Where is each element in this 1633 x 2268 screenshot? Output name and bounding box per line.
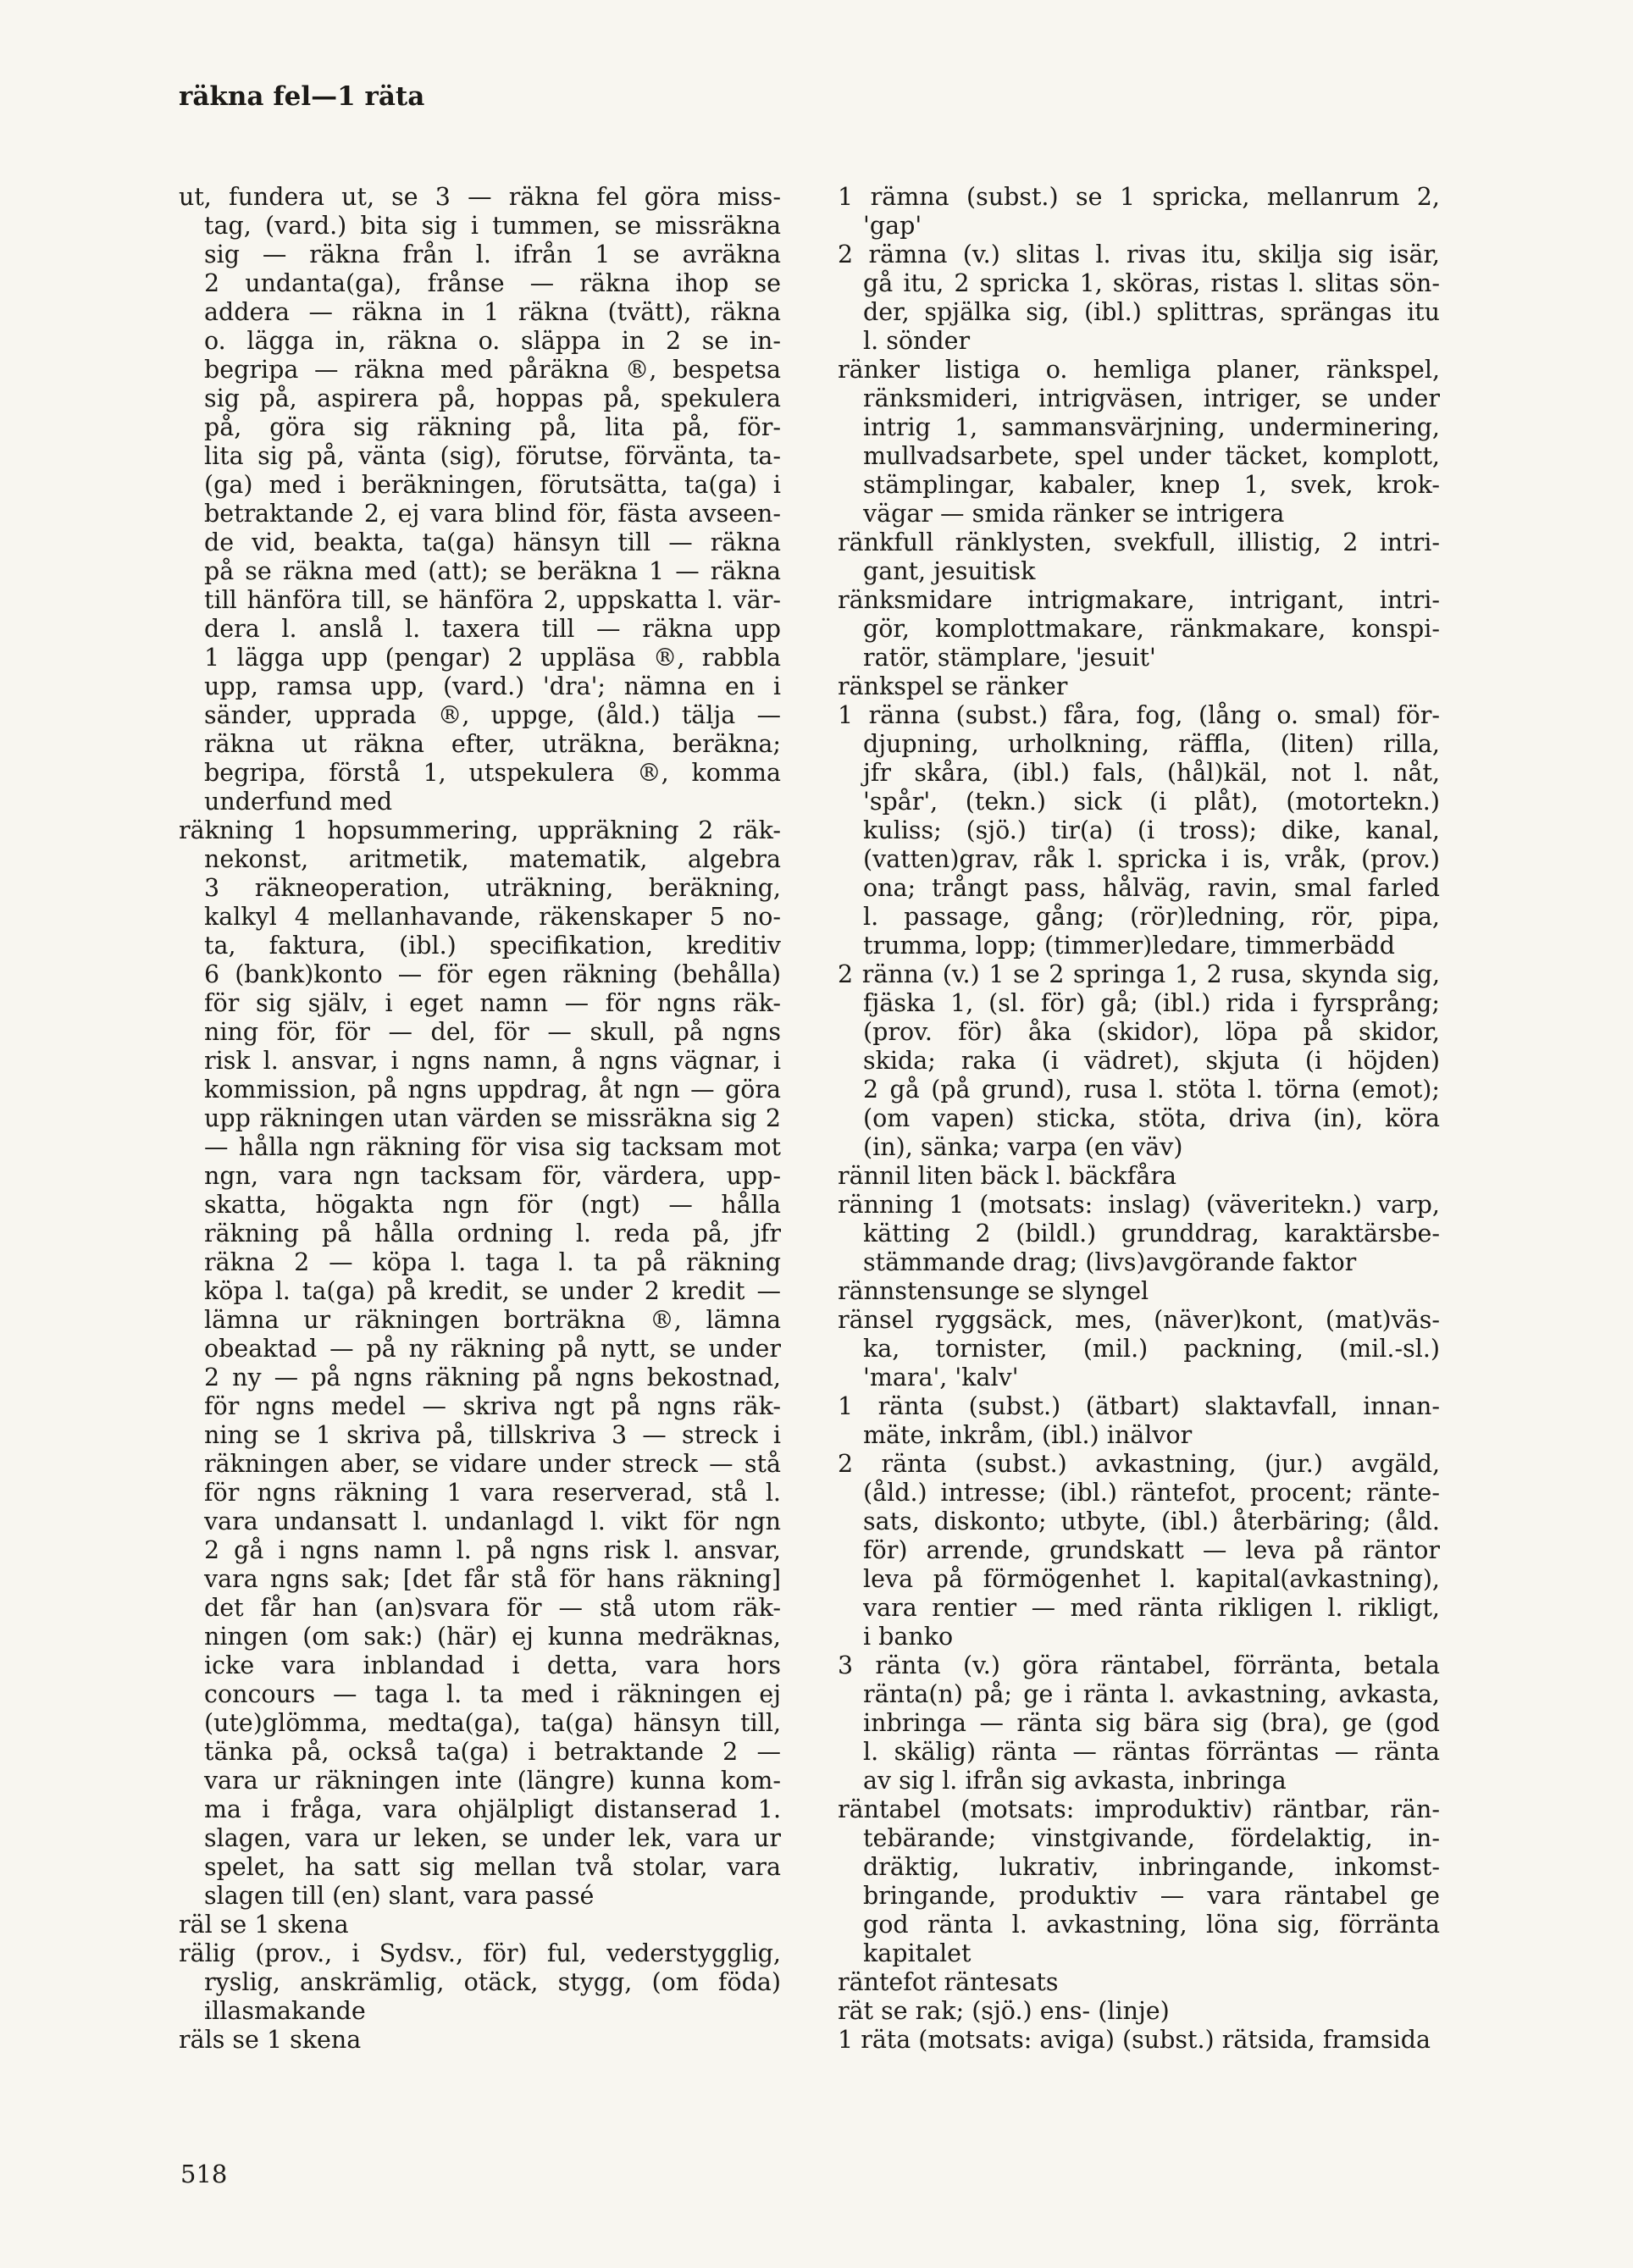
text-line: begripa — räkna med påräkna ®, bespetsa — [204, 356, 781, 384]
text-line: ka, tornister, (mil.) packning, (mil.-sl.) — [863, 1335, 1440, 1363]
text-line: ränksmideri, intrigväsen, intriger, se under — [863, 384, 1440, 412]
text-line: (prov. för) åka (skidor), löpa på skidor, — [863, 1018, 1440, 1046]
text-line: slagen, vara ur leken, se under lek, vara ur — [204, 1824, 781, 1852]
text-line: trumma, lopp; (timmer)ledare, timmerbädd — [863, 932, 1396, 960]
text-line: 'spår', (tekn.) sick (i plåt), (motortekn.) — [863, 788, 1440, 816]
text-line: gör, komplottmakare, ränkmakare, konspi- — [863, 615, 1440, 643]
text-line: kuliss; (sjö.) tir(a) (i tross); dike, kanal, — [863, 816, 1440, 844]
text-line: de vid, beakta, ta(ga) hänsyn till — räkna — [204, 528, 781, 556]
text-line: jfr skåra, (ibl.) fals, (hål)käl, not l. nåt, — [863, 759, 1440, 787]
text-line: 'mara', 'kalv' — [863, 1364, 1019, 1391]
text-line: obeaktad — på ny räkning på nytt, se under — [204, 1335, 781, 1363]
text-line: räntefot räntesats — [838, 1968, 1059, 1996]
text-line: 6 (bank)konto — för egen räkning (behålla) — [204, 960, 781, 988]
text-line: (in), sänka; varpa (en väv) — [863, 1133, 1183, 1161]
text-line: tag, (vard.) bita sig i tummen, se missräkna — [204, 212, 781, 240]
text-line: (ga) med i beräkningen, förutsätta, ta(ga) i — [204, 471, 781, 499]
text-line: fjäska 1, (sl. för) gå; (ibl.) rida i fyrsprång; — [863, 989, 1440, 1017]
text-line: sänder, upprada ®, uppge, (åld.) tälja — — [204, 701, 781, 729]
text-line: dräktig, lukrativ, inbringande, inkomst- — [863, 1853, 1440, 1881]
text-line: rännstensunge se slyngel — [838, 1277, 1149, 1305]
text-line: i banko — [863, 1623, 954, 1651]
text-line: räls se 1 skena — [179, 2026, 362, 2054]
text-line: 3 ränta (v.) göra räntabel, förränta, betala — [838, 1651, 1440, 1679]
text-line: skida; raka (i vädret), skjuta (i höjden) — [863, 1047, 1440, 1075]
text-line: o. lägga in, räkna o. släppa in 2 se in- — [204, 327, 781, 355]
text-line: tänka på, också ta(ga) i betraktande 2 — — [204, 1738, 781, 1766]
text-line: rälig (prov., i Sydsv., för) ful, vederstygglig, — [179, 1939, 781, 1967]
text-line: ränker listiga o. hemliga planer, ränkspel, — [838, 356, 1440, 384]
text-line: underfund med — [204, 788, 393, 816]
left-column — [179, 183, 781, 2055]
text-line: ränning 1 (motsats: inslag) (väveritekn.) varp, — [838, 1191, 1440, 1219]
text-line: lita sig på, vänta (sig), förutse, förvänta, ta- — [204, 442, 781, 470]
text-line: icke vara inblandad i detta, vara hors — [204, 1651, 781, 1679]
text-line: ta, faktura, (ibl.) specifikation, kreditiv — [204, 932, 781, 960]
text-line: gant, jesuitisk — [863, 557, 1036, 585]
text-line: gå itu, 2 spricka 1, sköras, ristas l. slitas sön- — [863, 269, 1440, 297]
text-line: rännil liten bäck l. bäckfåra — [838, 1162, 1176, 1190]
text-line: 1 räta (motsats: aviga) (subst.) rätsida, framsida — [838, 2026, 1431, 2054]
text-line: nekonst, aritmetik, matematik, algebra — [204, 845, 781, 873]
text-line: 3 räkneoperation, uträkning, beräkning, — [204, 874, 781, 902]
text-line: ona; trångt pass, hålväg, ravin, smal farled — [863, 874, 1440, 902]
text-line: addera — räkna in 1 räkna (tvätt), räkna — [204, 298, 781, 326]
text-line: intrig 1, sammansvärjning, underminering, — [863, 413, 1440, 441]
text-line: räntabel (motsats: improduktiv) räntbar, rän- — [838, 1795, 1440, 1823]
text-line: ngn, vara ngn tacksam för, värdera, upp- — [204, 1162, 781, 1190]
text-line: (om vapen) sticka, stöta, driva (in), köra — [863, 1104, 1440, 1132]
text-line: upp, ramsa upp, (vard.) 'dra'; nämna en i — [204, 672, 781, 700]
text-line: concours — taga l. ta med i räkningen ej — [204, 1680, 781, 1708]
text-line: av sig l. ifrån sig avkasta, inbringa — [863, 1767, 1287, 1795]
right-column — [838, 183, 1440, 2055]
text-line: räkning 1 hopsummering, uppräkning 2 räk- — [179, 816, 781, 844]
text-line: ning för, för — del, för — skull, på ngns — [204, 1018, 781, 1046]
text-line: 1 rämna (subst.) se 1 spricka, mellanrum 2, — [838, 183, 1440, 211]
text-line: räkna ut räkna efter, uträkna, beräkna; — [204, 730, 781, 758]
text-line: kalkyl 4 mellanhavande, räkenskaper 5 no- — [204, 903, 781, 931]
text-line: dera l. anslå l. taxera till — räkna upp — [204, 615, 781, 643]
text-line: 2 ränta (subst.) avkastning, (jur.) avgäld, — [838, 1450, 1440, 1478]
text-line: ränta(n) på; ge i ränta l. avkastning, avkasta, — [863, 1680, 1440, 1708]
text-line: rät se rak; (sjö.) ens- (linje) — [838, 1997, 1170, 2025]
text-line: vara ur räkningen inte (längre) kunna kom- — [204, 1767, 781, 1795]
text-line: 'gap' — [863, 212, 922, 240]
running-head: räkna fel—1 räta — [179, 81, 425, 112]
text-line: 1 ränta (subst.) (ätbart) slaktavfall, innan- — [838, 1392, 1440, 1420]
text-line: stämplingar, kabaler, knep 1, svek, krok- — [863, 471, 1440, 499]
text-line: l. passage, gång; (rör)ledning, rör, pipa, — [863, 903, 1440, 931]
text-line: 2 ränna (v.) 1 se 2 springa 1, 2 rusa, skynda sig, — [838, 960, 1440, 988]
text-line: illasmakande — [204, 1997, 366, 2025]
text-line: sig — räkna från l. ifrån 1 se avräkna — [204, 241, 781, 268]
text-line: l. sönder — [863, 327, 971, 355]
text-line: vara rentier — med ränta rikligen l. rikligt, — [863, 1594, 1440, 1622]
text-line: sats, diskonto; utbyte, (ibl.) återbäring; (åld. — [863, 1507, 1440, 1535]
text-line: ut, fundera ut, se 3 — räkna fel göra miss- — [179, 183, 781, 211]
text-line: 2 gå (på grund), rusa l. stöta l. törna (emot); — [863, 1076, 1440, 1104]
text-line: — hålla ngn räkning för visa sig tacksam mot — [204, 1133, 781, 1161]
text-line: köpa l. ta(ga) på kredit, se under 2 kredit — — [204, 1277, 781, 1305]
text-line: 2 rämna (v.) slitas l. rivas itu, skilja sig isär, — [838, 241, 1440, 268]
text-line: leva på förmögenhet l. kapital(avkastning), — [863, 1565, 1440, 1593]
text-line: 1 ränna (subst.) fåra, fog, (lång o. smal) för- — [838, 701, 1440, 729]
text-line: till hänföra till, se hänföra 2, uppskatta l. vär- — [204, 586, 781, 614]
text-line: ratör, stämplare, 'jesuit' — [863, 644, 1156, 672]
text-line: risk l. ansvar, i ngns namn, å ngns vägnar, i — [204, 1047, 781, 1075]
text-line: räkning på hålla ordning l. reda på, jfr — [204, 1220, 781, 1247]
text-line: tebärande; vinstgivande, fördelaktig, in- — [863, 1824, 1440, 1852]
text-line: (ute)glömma, medta(ga), ta(ga) hänsyn till, — [204, 1709, 781, 1737]
text-line: för ngns medel — skriva ngt på ngns räk- — [204, 1392, 781, 1420]
text-line: ränsel ryggsäck, mes, (näver)kont, (mat)väs- — [838, 1306, 1440, 1334]
text-line: bringande, produktiv — vara räntabel ge — [863, 1882, 1440, 1910]
text-line: l. skälig) ränta — räntas förräntas — ränta — [863, 1738, 1440, 1766]
text-line: på, göra sig räkning på, lita på, för- — [204, 413, 781, 441]
text-line: ningen (om sak:) (här) ej kunna medräknas, — [204, 1623, 781, 1651]
text-line: ryslig, anskrämlig, otäck, stygg, (om föda) — [204, 1968, 781, 1996]
text-line: mäte, inkråm, (ibl.) inälvor — [863, 1421, 1193, 1449]
text-line: stämmande drag; (livs)avgörande faktor — [863, 1248, 1357, 1276]
text-line: vägar — smida ränker se intrigera — [863, 500, 1285, 528]
text-line: vara ngns sak; [det får stå för hans räkning] — [204, 1565, 781, 1593]
text-line: räl se 1 skena — [179, 1911, 349, 1939]
text-line: skatta, högakta ngn för (ngt) — hålla — [204, 1191, 781, 1219]
text-line: kätting 2 (bildl.) grunddrag, karaktärsbe- — [863, 1220, 1440, 1247]
text-line: der, spjälka sig, (ibl.) splittras, sprängas itu — [863, 298, 1440, 326]
text-line: 2 ny — på ngns räkning på ngns bekostnad, — [204, 1364, 781, 1391]
text-line: sig på, aspirera på, hoppas på, spekulera — [204, 384, 781, 412]
text-line: ränkspel se ränker — [838, 672, 1068, 700]
text-line: begripa, förstå 1, utspekulera ®, komma — [204, 759, 781, 787]
text-line: betraktande 2, ej vara blind för, fästa avseen- — [204, 500, 781, 528]
page-number: 518 — [180, 2160, 228, 2188]
text-line: ränksmidare intrigmakare, intrigant, intri- — [838, 586, 1440, 614]
text-line: (vatten)grav, råk l. spricka i is, vråk, (prov.) — [863, 845, 1440, 873]
text-line: för) arrende, grundskatt — leva på räntor — [863, 1536, 1440, 1564]
text-line: lämna ur räkningen borträkna ®, lämna — [204, 1306, 781, 1334]
text-line: kapitalet — [863, 1939, 971, 1967]
text-line: ma i fråga, vara ohjälpligt distanserad 1. — [204, 1795, 781, 1823]
text-line: för ngns räkning 1 vara reserverad, stå l. — [204, 1479, 781, 1507]
text-line: 2 gå i ngns namn l. på ngns risk l. ansvar, — [204, 1536, 781, 1564]
text-line: god ränta l. avkastning, löna sig, förränta — [863, 1911, 1440, 1939]
text-line: (åld.) intresse; (ibl.) räntefot, procent; ränte- — [863, 1479, 1440, 1507]
text-line: för sig själv, i eget namn — för ngns räk- — [204, 989, 781, 1017]
text-line: djupning, urholkning, räffla, (liten) rilla, — [863, 730, 1440, 758]
text-line: ränkfull ränklysten, svekfull, illistig, 2 intri- — [838, 528, 1440, 556]
text-line: slagen till (en) slant, vara passé — [204, 1882, 595, 1910]
text-line: räkna 2 — köpa l. taga l. ta på räkning — [204, 1248, 781, 1276]
text-line: kommission, på ngns uppdrag, åt ngn — göra — [204, 1076, 781, 1104]
text-line: räkningen aber, se vidare under streck — stå — [204, 1450, 781, 1478]
text-line: 2 undanta(ga), frånse — räkna ihop se — [204, 269, 781, 297]
text-line: mullvadsarbete, spel under täcket, komplott, — [863, 442, 1440, 470]
text-line: upp räkningen utan värden se missräkna sig 2 — [204, 1104, 781, 1132]
text-line: vara undansatt l. undanlagd l. vikt för ngn — [204, 1507, 781, 1535]
text-line: 1 lägga upp (pengar) 2 uppläsa ®, rabbla — [204, 644, 781, 672]
text-line: ning se 1 skriva på, tillskriva 3 — streck i — [204, 1421, 781, 1449]
text-line: inbringa — ränta sig bära sig (bra), ge (god — [863, 1709, 1440, 1737]
text-line: spelet, ha satt sig mellan två stolar, vara — [204, 1853, 781, 1881]
text-line: det får han (an)svara för — stå utom räk- — [204, 1594, 781, 1622]
text-line: på se räkna med (att); se beräkna 1 — räkna — [204, 557, 781, 585]
